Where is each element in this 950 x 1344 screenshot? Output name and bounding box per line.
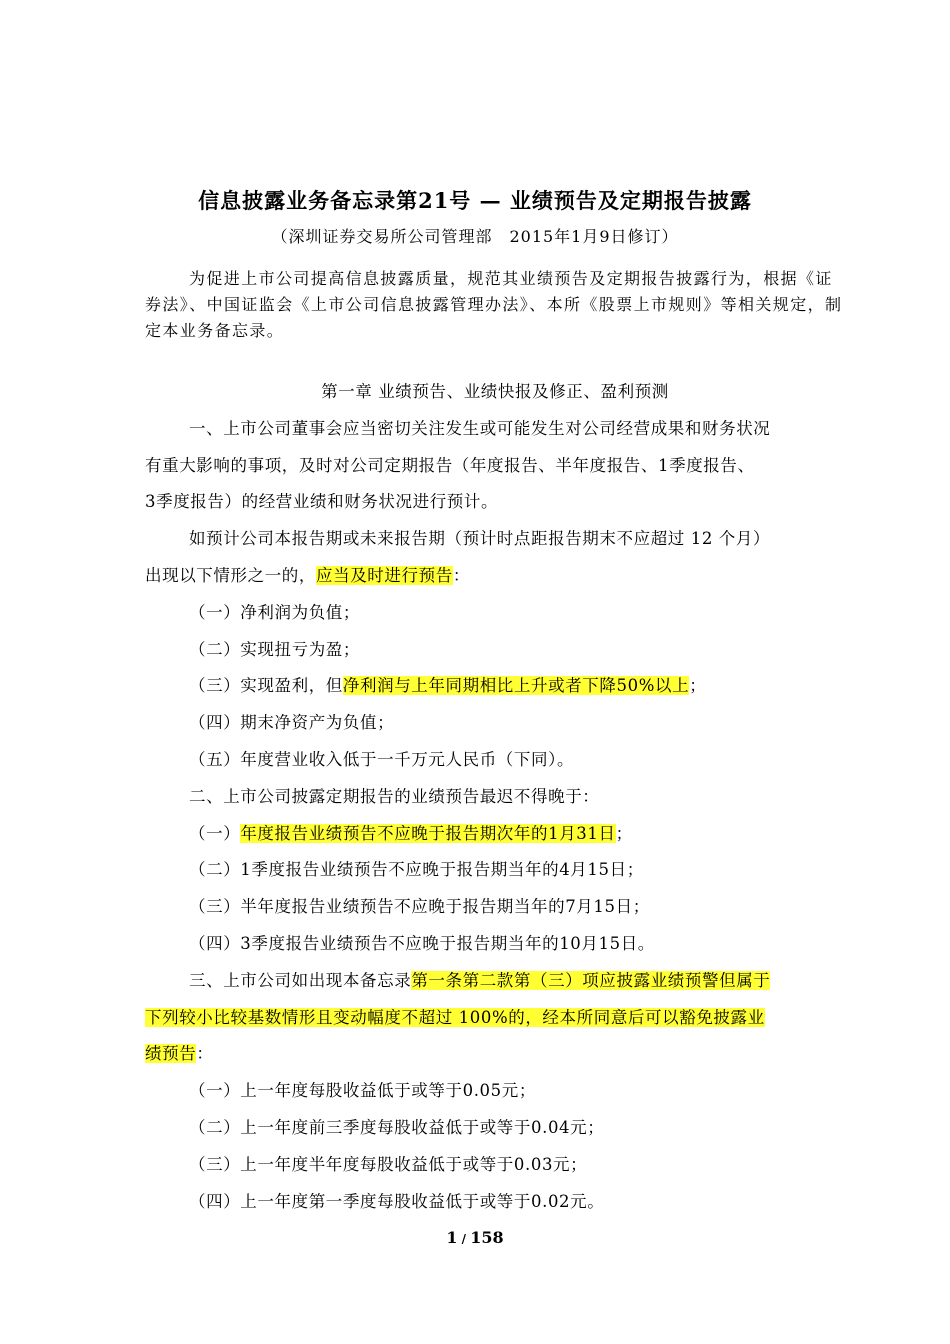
text-span: 三、上市公司如出现本备忘录	[189, 970, 412, 990]
paragraph-2-line-2	[145, 558, 845, 595]
section-2-heading: 二、上市公司披露定期报告的业绩预告最迟不得晚于：	[189, 786, 600, 806]
highlighted-text: 下列较小比较基数情形且变动幅度不超过 100%的，经本所同意后可以豁免披露业	[145, 1007, 765, 1027]
intro-text: 为促进上市公司提高信息披露质量，规范其业绩预告及定期报告披露行为，根据《证券法》、中国证监会《上市公司信息披露管理办法》、本所《股票上市规则》等相关规定，制定本业务备忘录。	[145, 269, 843, 340]
text-span: ；	[615, 823, 633, 843]
text-span: ：	[196, 1044, 214, 1064]
current-page: 1	[446, 1228, 458, 1247]
list-item: （五）年度营业收入低于一千万元人民币（下同）。	[189, 749, 575, 769]
highlighted-text: 年度报告业绩预告不应晚于报告期次年的1月31日	[240, 823, 616, 843]
text-span: （三）实现盈利，但	[189, 676, 343, 696]
section-3-line-3	[145, 1036, 845, 1073]
text-span: （一）	[189, 823, 241, 843]
section-1-line-3: 3季度报告）的经营业绩和财务状况进行预计。	[145, 492, 499, 512]
list-item: （二）上一年度前三季度每股收益低于或等于0.04元；	[189, 1117, 605, 1137]
highlighted-text: 净利润与上年同期相比上升或者下降50%以上	[342, 676, 690, 696]
list-item: （二）实现扭亏为盈；	[189, 639, 360, 659]
list-item	[145, 668, 845, 705]
page-number	[0, 1226, 950, 1251]
text-span: 出现以下情形之一的，	[145, 565, 316, 585]
list-item: （四）期末净资产为负值；	[189, 713, 395, 733]
paragraph-2-line-1: 如预计公司本报告期或未来报告期（预计时点距报告期末不应超过 12 个月）	[189, 529, 771, 549]
page-separator: /	[457, 1232, 471, 1246]
text-span: ；	[689, 676, 707, 696]
list-item: （四）3季度报告业绩预告不应晚于报告期当年的10月15日。	[189, 933, 655, 953]
list-item: （二）1季度报告业绩预告不应晚于报告期当年的4月15日；	[189, 860, 644, 880]
document-title: 信息披露业务备忘录第21号 — 业绩预告及定期报告披露	[198, 188, 752, 213]
document-body	[145, 374, 845, 1220]
list-item	[145, 816, 845, 853]
document-subtitle: （深圳证券交易所公司管理部 2015年1月9日修订）	[271, 227, 679, 246]
highlighted-text: 绩预告	[145, 1044, 197, 1064]
highlighted-text: 第一条第二款第（三）项应披露业绩预警但属于	[411, 970, 771, 990]
list-item: （三）半年度报告业绩预告不应晚于报告期当年的7月15日；	[189, 897, 650, 917]
total-pages: 158	[470, 1228, 504, 1247]
list-item: （一）净利润为负值；	[189, 602, 360, 622]
intro-paragraph	[145, 266, 845, 344]
highlighted-text: 应当及时进行预告	[316, 565, 453, 585]
section-3-line-2	[145, 1000, 845, 1037]
section-3-line-1	[145, 963, 845, 1000]
list-item: （三）上一年度半年度每股收益低于或等于0.03元；	[189, 1154, 588, 1174]
chapter-heading: 第一章 业绩预告、业绩快报及修正、盈利预测	[321, 382, 669, 401]
list-item: （一）上一年度每股收益低于或等于0.05元；	[189, 1081, 536, 1101]
list-item: （四）上一年度第一季度每股收益低于或等于0.02元。	[189, 1191, 605, 1211]
text-span: ：	[452, 565, 470, 585]
section-1-line-1: 一、上市公司董事会应当密切关注发生或可能发生对公司经营成果和财务状况	[189, 418, 771, 438]
section-1-line-2: 有重大影响的事项，及时对公司定期报告（年度报告、半年度报告、1季度报告、	[145, 455, 755, 475]
